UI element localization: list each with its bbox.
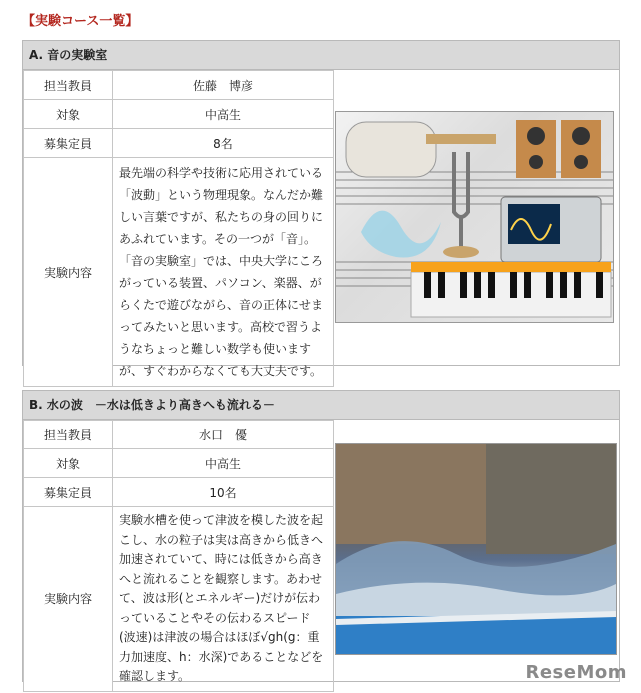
sound-lab-photo [335, 111, 614, 323]
wave-tank-photo [335, 443, 617, 655]
content-text: 最先端の科学や技術に応用されている「波動」という物理現象。なんだか難しい言葉ですが、私たちの身の回りにあふれています。その一つが「音」。「音の実験室」では、中央大学にころがっている装置、パソコン、楽器、がらくたで遊びながら、音の正体にせまってみたいと思います。高校で習うようなちょっと難しい数学も使いますが、すぐわからなくても大丈夫です。 [113, 158, 334, 387]
page-title: 【実験コース一覧】 [22, 14, 139, 29]
course-a-section [22, 40, 620, 378]
wave-surface [361, 211, 441, 258]
capacity-value: 10名 [113, 478, 334, 507]
capacity-label: 募集定員 [24, 478, 113, 507]
keyboard-icon [411, 272, 611, 317]
content-label: 実験内容 [24, 507, 113, 692]
capacity-value: 8名 [113, 129, 334, 158]
content-label: 実験内容 [24, 158, 113, 387]
capacity-label: 募集定員 [24, 129, 113, 158]
teacher-label: 担当教員 [24, 421, 113, 449]
content-text: 実験水槽を使って津波を模した波を起こし、水の粒子は実は高きから低きへ加速されていて、時には低きから高きへと流れることを観察します。あわせて、波は形(とエネルギー)だけが伝わっていることやその伝わるスピード(波速)は津波の場合はほぼ√gh(g：重力加速度、h：水深)であることなどを確認します。 [113, 507, 334, 692]
course-b-heading: B. 水の波 －水は低きより高きへも流れる－ [23, 391, 619, 420]
teacher-value: 佐藤 博彦 [113, 71, 334, 100]
resemom-logo: ReseMom [525, 662, 627, 683]
speaker-icon [516, 120, 601, 178]
tuning-fork-icon [454, 152, 468, 247]
course-a-table [23, 70, 334, 387]
target-value: 中高生 [113, 100, 334, 129]
target-value: 中高生 [113, 449, 334, 478]
teacher-label: 担当教員 [24, 71, 113, 100]
course-b-section [22, 390, 620, 682]
course-b-table [23, 420, 334, 692]
target-label: 対象 [24, 100, 113, 129]
teacher-value: 水口 優 [113, 421, 334, 449]
guitar-icon [346, 122, 496, 177]
target-label: 対象 [24, 449, 113, 478]
course-a-heading: A. 音の実験室 [23, 41, 619, 70]
